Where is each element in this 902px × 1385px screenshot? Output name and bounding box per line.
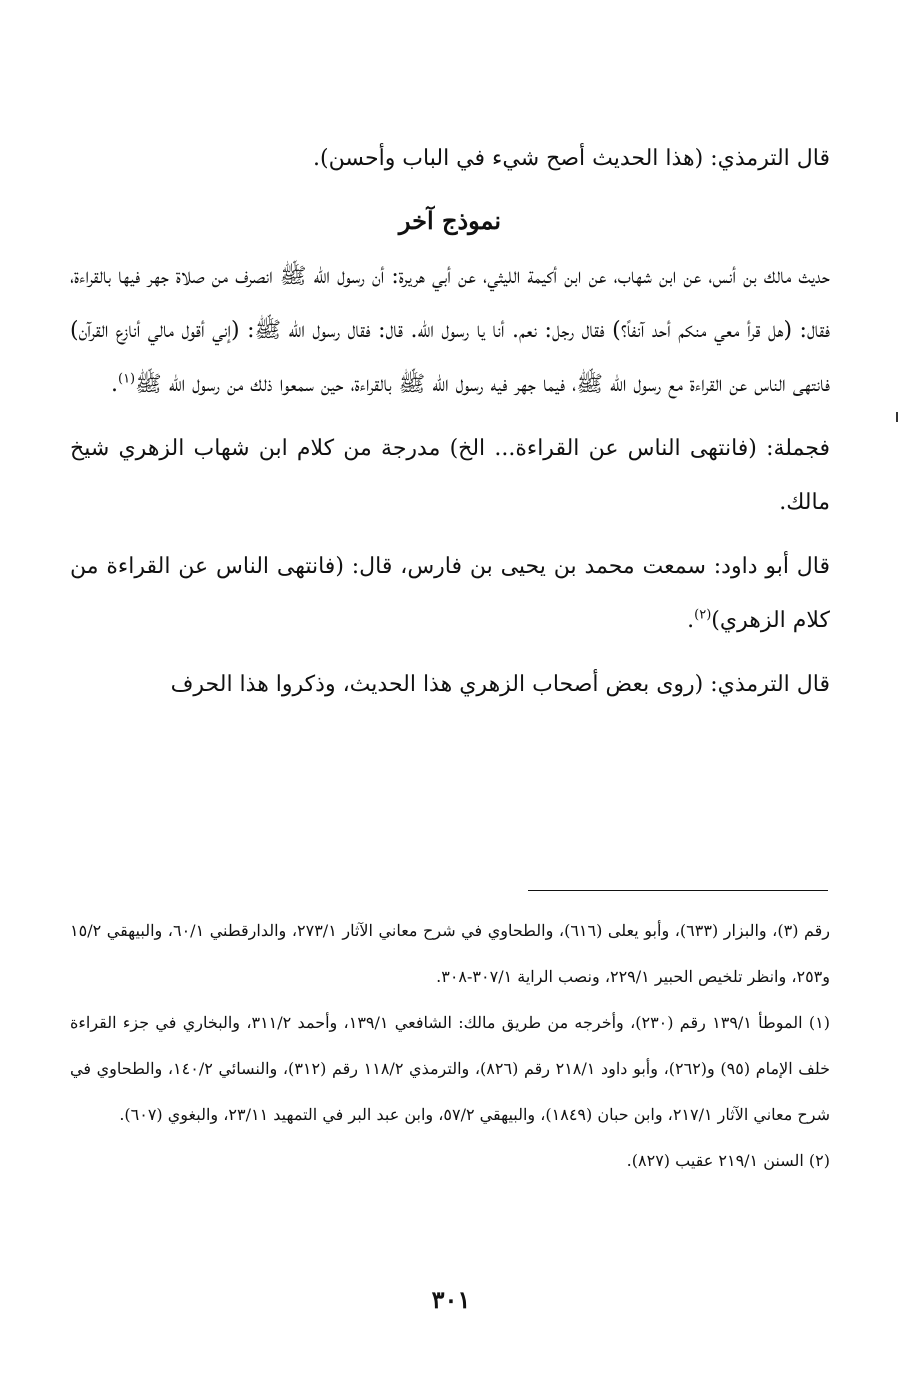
- footnote-2: (٢) السنن ٢١٩/١ عقيب (٨٢٧).: [626, 1151, 830, 1170]
- margin-mark: [896, 412, 898, 422]
- hadith-text: حديث مالك بن أنس، عن ابن شهاب، عن ابن أكيمة الليثي، عن أبي هريرة: أن رسول الله ﷺ انصرف من صلاة جهر فيها بالقراءة، فقال: (هل قرأ معي منكم أحد آنفاً؟) فقال رجل: نعم. أنا يا رسول الله. قال: فقال رسول الله ﷺ: (إني أقول مالي أنازع القرآن) فانتهى الناس عن القراءة مع رسول الله ﷺ، فيما جهر فيه رسول الله ﷺ بالقراءة، حين سمعوا ذلك من رسول الله ﷺ: [70, 264, 830, 397]
- footnote-continued: رقم (٣)، والبزار (٦٣٣)، وأبو يعلى (٦١٦)، والطحاوي في شرح معاني الآثار ٢٧٣/١، والدارقطني ٦٠/١، والبيهقي ١٥/٢ و٢٥٣، وانظر تلخيص الحبير ٢٢٩/١، ونصب الراية ٣٠٧/١-٣٠٨.: [70, 921, 831, 986]
- footnote-1: (١) الموطأ ١٣٩/١ رقم (٢٣٠)، وأخرجه من طريق مالك: الشافعي ١٣٩/١، وأحمد ٣١١/٢، والبخاري في جزء القراءة خلف الإمام (٩٥) و(٢٦٢)، وأبو داود ٢١٨/١ رقم (٨٢٦)، والترمذي ١١٨/٢ رقم (٣١٢)، والنسائي ١٤٠/٢، والطحاوي في شرح معاني الآثار ٢١٧/١، وابن حبان (١٨٤٩)، والبيهقي ٥٧/٢، وابن عبد البر في التمهيد ٢٣/١١، والبغوي (٦٠٧).: [70, 1013, 831, 1124]
- abu-dawud-end: .: [687, 608, 695, 633]
- main-text: [70, 132, 830, 722]
- abu-dawud-text: قال أبو داود: سمعت محمد بن يحيى بن فارس، قال: (فانتهى الناس عن القراءة من كلام الزهري): [70, 554, 830, 633]
- footnote-divider: [528, 890, 828, 891]
- paragraph-hadith: [70, 250, 830, 412]
- paragraph-idraj: فجملة: (فانتهى الناس عن القراءة... الخ) مدرجة من كلام ابن شهاب الزهري شيخ مالك.: [70, 436, 830, 515]
- hadith-end: .: [110, 372, 118, 397]
- paragraph-tirmidhi-second: قال الترمذي: (روى بعض أصحاب الزهري هذا الحديث، وذكروا هذا الحرف: [170, 672, 830, 697]
- footnotes-section: [70, 908, 830, 1184]
- paragraph-abu-dawud: [70, 540, 830, 648]
- paragraph-tirmidhi-quote: قال الترمذي: (هذا الحديث أصح شيء في الباب وأحسن).: [313, 146, 830, 171]
- section-heading: نموذج آخر: [398, 206, 502, 235]
- page-number: ٣٠١: [431, 1285, 471, 1314]
- footnote-ref-2[interactable]: (٢): [694, 607, 712, 623]
- footnote-ref-1[interactable]: (١): [117, 371, 136, 387]
